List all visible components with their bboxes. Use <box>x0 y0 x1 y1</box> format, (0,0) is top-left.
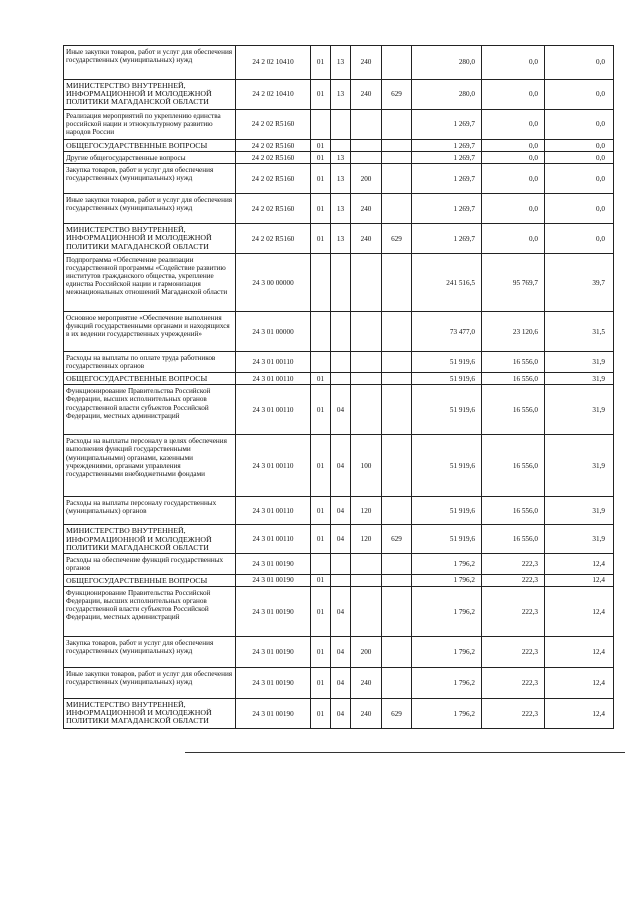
row-vr: 240 <box>351 194 382 224</box>
row-fact: 222,3 <box>482 699 545 729</box>
table-row <box>64 80 614 110</box>
row-csr: 24 3 01 00110 <box>236 352 311 373</box>
row-plan: 280,0 <box>412 46 482 80</box>
row-csr: 24 3 01 00000 <box>236 312 311 352</box>
row-grbs <box>382 587 412 637</box>
row-rz <box>311 312 331 352</box>
row-percent: 12,4 <box>545 699 614 729</box>
row-name: ОБЩЕГОСУДАРСТВЕННЫЕ ВОПРОСЫ <box>64 140 236 152</box>
row-grbs <box>382 152 412 164</box>
table-row <box>64 637 614 668</box>
row-rz <box>311 553 331 574</box>
row-pr: 04 <box>331 668 351 699</box>
table-row <box>64 224 614 254</box>
row-pr: 04 <box>331 385 351 435</box>
row-rz: 01 <box>311 574 331 586</box>
table-row <box>64 668 614 699</box>
row-rz: 01 <box>311 140 331 152</box>
row-name: Расходы на обеспечение функций государственных органов <box>64 553 236 574</box>
table-row <box>64 435 614 497</box>
row-percent: 31,9 <box>545 385 614 435</box>
row-vr <box>351 553 382 574</box>
row-csr: 24 3 01 00110 <box>236 435 311 497</box>
row-plan: 1 796,2 <box>412 637 482 668</box>
row-fact: 222,3 <box>482 587 545 637</box>
row-grbs <box>382 254 412 312</box>
row-grbs <box>382 574 412 586</box>
row-vr <box>351 140 382 152</box>
row-plan: 51 919,6 <box>412 525 482 554</box>
row-pr: 13 <box>331 152 351 164</box>
row-csr: 24 2 02 R5160 <box>236 110 311 140</box>
row-name: МИНИСТЕРСТВО ВНУТРЕННЕЙ, ИНФОРМАЦИОННОЙ И МОЛОДЕЖНОЙ ПОЛИТИКИ МАГАДАНСКОЙ ОБЛАСТИ <box>64 224 236 254</box>
row-fact: 0,0 <box>482 224 545 254</box>
table-row <box>64 553 614 574</box>
row-percent: 0,0 <box>545 140 614 152</box>
row-fact: 0,0 <box>482 152 545 164</box>
table-row <box>64 373 614 385</box>
row-csr: 24 3 01 00190 <box>236 668 311 699</box>
table-row <box>64 46 614 80</box>
page-bottom-rule <box>185 752 625 753</box>
row-csr: 24 2 02 R5160 <box>236 152 311 164</box>
row-name: Другие общегосударственные вопросы <box>64 152 236 164</box>
row-csr: 24 2 02 10410 <box>236 46 311 80</box>
row-csr: 24 3 01 00190 <box>236 637 311 668</box>
row-grbs: 629 <box>382 699 412 729</box>
row-fact: 222,3 <box>482 553 545 574</box>
row-name: Подпрограмма «Обеспечение реализации государственной программы «Содействие развитию институтов гражданского общества, укрепление единства Российской нации и гармонизация межнациональных отношений Магаданской области <box>64 254 236 312</box>
row-vr <box>351 587 382 637</box>
table-row <box>64 497 614 525</box>
row-vr <box>351 373 382 385</box>
row-fact: 222,3 <box>482 574 545 586</box>
row-vr: 240 <box>351 46 382 80</box>
row-rz: 01 <box>311 385 331 435</box>
row-vr <box>351 385 382 435</box>
row-pr: 13 <box>331 80 351 110</box>
row-name: МИНИСТЕРСТВО ВНУТРЕННЕЙ, ИНФОРМАЦИОННОЙ И МОЛОДЕЖНОЙ ПОЛИТИКИ МАГАДАНСКОЙ ОБЛАСТИ <box>64 525 236 554</box>
row-name: МИНИСТЕРСТВО ВНУТРЕННЕЙ, ИНФОРМАЦИОННОЙ И МОЛОДЕЖНОЙ ПОЛИТИКИ МАГАДАНСКОЙ ОБЛАСТИ <box>64 80 236 110</box>
row-csr: 24 3 01 00190 <box>236 587 311 637</box>
row-rz: 01 <box>311 637 331 668</box>
row-plan: 51 919,6 <box>412 385 482 435</box>
row-pr <box>331 110 351 140</box>
table-row <box>64 385 614 435</box>
row-grbs <box>382 110 412 140</box>
row-percent: 0,0 <box>545 152 614 164</box>
row-percent: 12,4 <box>545 668 614 699</box>
row-pr <box>331 373 351 385</box>
row-fact: 0,0 <box>482 194 545 224</box>
row-plan: 51 919,6 <box>412 352 482 373</box>
row-csr: 24 3 01 00190 <box>236 699 311 729</box>
row-fact: 0,0 <box>482 140 545 152</box>
row-rz: 01 <box>311 152 331 164</box>
row-pr: 04 <box>331 525 351 554</box>
row-pr: 04 <box>331 497 351 525</box>
row-vr: 100 <box>351 435 382 497</box>
row-pr: 13 <box>331 164 351 194</box>
row-grbs <box>382 637 412 668</box>
row-pr: 04 <box>331 587 351 637</box>
row-vr <box>351 312 382 352</box>
row-grbs <box>382 46 412 80</box>
row-fact: 16 556,0 <box>482 525 545 554</box>
row-csr: 24 2 02 R5160 <box>236 164 311 194</box>
row-pr: 13 <box>331 224 351 254</box>
row-plan: 1 796,2 <box>412 553 482 574</box>
row-percent: 31,9 <box>545 435 614 497</box>
row-fact: 16 556,0 <box>482 497 545 525</box>
row-fact: 0,0 <box>482 164 545 194</box>
row-fact: 16 556,0 <box>482 373 545 385</box>
row-rz: 01 <box>311 497 331 525</box>
row-rz: 01 <box>311 80 331 110</box>
row-name: ОБЩЕГОСУДАРСТВЕННЫЕ ВОПРОСЫ <box>64 574 236 586</box>
row-rz: 01 <box>311 164 331 194</box>
row-grbs <box>382 140 412 152</box>
row-plan: 280,0 <box>412 80 482 110</box>
row-csr: 24 2 02 R5160 <box>236 224 311 254</box>
row-percent: 12,4 <box>545 574 614 586</box>
row-vr <box>351 574 382 586</box>
row-plan: 1 269,7 <box>412 140 482 152</box>
row-plan: 1 269,7 <box>412 152 482 164</box>
row-plan: 1 796,2 <box>412 587 482 637</box>
row-fact: 222,3 <box>482 668 545 699</box>
row-plan: 1 269,7 <box>412 224 482 254</box>
row-name: ОБЩЕГОСУДАРСТВЕННЫЕ ВОПРОСЫ <box>64 373 236 385</box>
row-percent: 39,7 <box>545 254 614 312</box>
row-percent: 12,4 <box>545 553 614 574</box>
row-name: Реализация мероприятий по укреплению единства российской нации и этнокультурному развитию народов России <box>64 110 236 140</box>
row-grbs <box>382 553 412 574</box>
row-vr: 240 <box>351 668 382 699</box>
row-pr <box>331 574 351 586</box>
row-grbs <box>382 435 412 497</box>
row-plan: 1 796,2 <box>412 699 482 729</box>
row-percent: 31,9 <box>545 525 614 554</box>
row-grbs <box>382 385 412 435</box>
row-rz: 01 <box>311 587 331 637</box>
row-csr: 24 2 02 R5160 <box>236 194 311 224</box>
row-csr: 24 3 01 00190 <box>236 553 311 574</box>
budget-table <box>63 45 614 729</box>
row-name: МИНИСТЕРСТВО ВНУТРЕННЕЙ, ИНФОРМАЦИОННОЙ И МОЛОДЕЖНОЙ ПОЛИТИКИ МАГАДАНСКОЙ ОБЛАСТИ <box>64 699 236 729</box>
row-fact: 95 769,7 <box>482 254 545 312</box>
row-percent: 0,0 <box>545 194 614 224</box>
row-plan: 1 269,7 <box>412 164 482 194</box>
row-name: Функционирование Правительства Российской Федерации, высших исполнительных органов государственной власти субъектов Российской Федерации, местных администраций <box>64 385 236 435</box>
row-rz <box>311 254 331 312</box>
row-csr: 24 2 02 10410 <box>236 80 311 110</box>
row-pr <box>331 352 351 373</box>
budget-table-container <box>63 45 613 729</box>
row-name: Расходы на выплаты по оплате труда работников государственных органов <box>64 352 236 373</box>
row-pr <box>331 312 351 352</box>
row-name: Расходы на выплаты персоналу в целях обеспечения выполнения функций государственными (муниципальными) органами, казенными учреждениями, органами управления государственными внебюджетными фондами <box>64 435 236 497</box>
row-csr: 24 2 02 R5160 <box>236 140 311 152</box>
row-rz: 01 <box>311 525 331 554</box>
row-csr: 24 3 00 00000 <box>236 254 311 312</box>
row-percent: 0,0 <box>545 80 614 110</box>
row-pr <box>331 553 351 574</box>
row-rz: 01 <box>311 194 331 224</box>
row-pr: 13 <box>331 194 351 224</box>
row-grbs <box>382 352 412 373</box>
row-vr: 240 <box>351 699 382 729</box>
row-rz <box>311 110 331 140</box>
row-grbs <box>382 497 412 525</box>
row-grbs <box>382 194 412 224</box>
table-row <box>64 164 614 194</box>
row-grbs: 629 <box>382 525 412 554</box>
row-csr: 24 3 01 00110 <box>236 497 311 525</box>
row-name: Иные закупки товаров, работ и услуг для обеспечения государственных (муниципальных) нужд <box>64 194 236 224</box>
row-grbs <box>382 164 412 194</box>
row-percent: 0,0 <box>545 224 614 254</box>
row-csr: 24 3 01 00110 <box>236 385 311 435</box>
row-fact: 16 556,0 <box>482 385 545 435</box>
row-fact: 16 556,0 <box>482 352 545 373</box>
table-row <box>64 110 614 140</box>
row-name: Иные закупки товаров, работ и услуг для обеспечения государственных (муниципальных) нужд <box>64 46 236 80</box>
row-vr <box>351 254 382 312</box>
row-rz: 01 <box>311 46 331 80</box>
row-percent: 31,5 <box>545 312 614 352</box>
table-row <box>64 194 614 224</box>
row-fact: 23 120,6 <box>482 312 545 352</box>
row-vr: 120 <box>351 497 382 525</box>
row-pr: 13 <box>331 46 351 80</box>
row-csr: 24 3 01 00110 <box>236 525 311 554</box>
row-plan: 1 796,2 <box>412 668 482 699</box>
table-row <box>64 574 614 586</box>
row-grbs <box>382 668 412 699</box>
table-row <box>64 587 614 637</box>
row-plan: 51 919,6 <box>412 373 482 385</box>
row-rz: 01 <box>311 224 331 254</box>
row-rz: 01 <box>311 668 331 699</box>
row-vr <box>351 152 382 164</box>
row-csr: 24 3 01 00110 <box>236 373 311 385</box>
row-pr <box>331 140 351 152</box>
row-fact: 222,3 <box>482 637 545 668</box>
row-pr: 04 <box>331 699 351 729</box>
row-fact: 16 556,0 <box>482 435 545 497</box>
row-percent: 0,0 <box>545 46 614 80</box>
row-grbs <box>382 373 412 385</box>
row-csr: 24 3 01 00190 <box>236 574 311 586</box>
row-grbs: 629 <box>382 224 412 254</box>
row-plan: 51 919,6 <box>412 497 482 525</box>
row-pr <box>331 254 351 312</box>
row-vr: 200 <box>351 637 382 668</box>
table-row <box>64 140 614 152</box>
row-percent: 31,9 <box>545 352 614 373</box>
row-name: Функционирование Правительства Российской Федерации, высших исполнительных органов государственной власти субъектов Российской Федерации, местных администраций <box>64 587 236 637</box>
row-plan: 1 269,7 <box>412 194 482 224</box>
row-fact: 0,0 <box>482 46 545 80</box>
row-vr <box>351 352 382 373</box>
row-vr: 240 <box>351 224 382 254</box>
table-row <box>64 254 614 312</box>
row-fact: 0,0 <box>482 110 545 140</box>
row-percent: 12,4 <box>545 587 614 637</box>
row-name: Расходы на выплаты персоналу государственных (муниципальных) органов <box>64 497 236 525</box>
row-pr: 04 <box>331 435 351 497</box>
row-name: Основное мероприятие «Обеспечение выполнения функций государственными органами и находящихся в их ведении государственных учреждений» <box>64 312 236 352</box>
row-plan: 73 477,0 <box>412 312 482 352</box>
row-vr <box>351 110 382 140</box>
row-fact: 0,0 <box>482 80 545 110</box>
row-grbs: 629 <box>382 80 412 110</box>
row-percent: 12,4 <box>545 637 614 668</box>
row-plan: 1 796,2 <box>412 574 482 586</box>
row-rz: 01 <box>311 435 331 497</box>
row-name: Закупка товаров, работ и услуг для обеспечения государственных (муниципальных) нужд <box>64 637 236 668</box>
table-row <box>64 352 614 373</box>
row-vr: 120 <box>351 525 382 554</box>
row-name: Закупка товаров, работ и услуг для обеспечения государственных (муниципальных) нужд <box>64 164 236 194</box>
table-row <box>64 312 614 352</box>
row-plan: 1 269,7 <box>412 110 482 140</box>
table-row <box>64 525 614 554</box>
row-plan: 51 919,6 <box>412 435 482 497</box>
row-rz: 01 <box>311 699 331 729</box>
row-percent: 31,9 <box>545 497 614 525</box>
row-percent: 31,9 <box>545 373 614 385</box>
row-vr: 200 <box>351 164 382 194</box>
row-plan: 241 516,5 <box>412 254 482 312</box>
table-row <box>64 699 614 729</box>
row-percent: 0,0 <box>545 164 614 194</box>
table-row <box>64 152 614 164</box>
row-percent: 0,0 <box>545 110 614 140</box>
row-vr: 240 <box>351 80 382 110</box>
row-rz <box>311 352 331 373</box>
row-rz: 01 <box>311 373 331 385</box>
row-pr: 04 <box>331 637 351 668</box>
row-grbs <box>382 312 412 352</box>
row-name: Иные закупки товаров, работ и услуг для обеспечения государственных (муниципальных) нужд <box>64 668 236 699</box>
